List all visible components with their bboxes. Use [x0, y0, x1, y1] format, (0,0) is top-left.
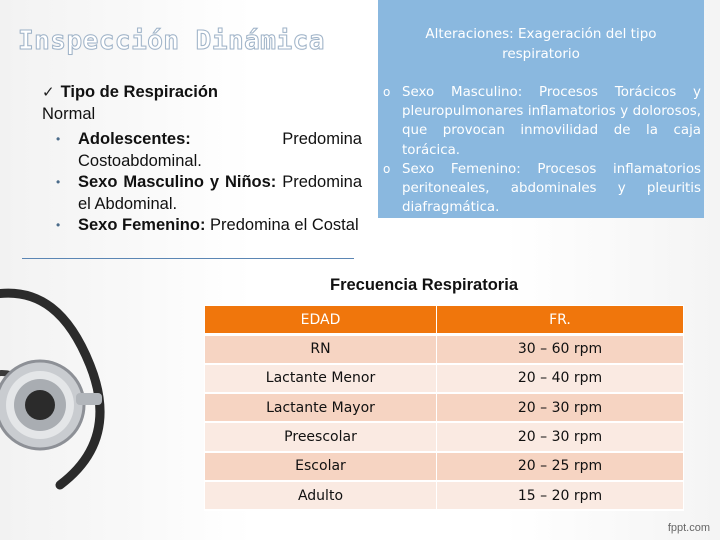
alterations-item: [383, 160, 701, 218]
frequency-table: [204, 305, 684, 511]
alterations-title-line: respiratorio: [502, 46, 580, 62]
alterations-item-text: Sexo Femenino: Procesos inflamatorios peritoneales, abdominales y pleuritis diafragmática.: [402, 161, 701, 216]
age-cell: Adulto: [205, 481, 437, 510]
circle-bullet-icon: o: [383, 161, 391, 176]
bullet-label: Sexo Masculino y Niños:: [78, 173, 277, 191]
circle-bullet-icon: o: [383, 85, 391, 99]
frequency-title: Frecuencia Respiratoria: [330, 276, 518, 294]
table-row: [205, 364, 684, 393]
alterations-item: [383, 83, 701, 160]
normal-breathing-section: [42, 82, 362, 237]
alterations-title: [378, 24, 704, 64]
table-row: [205, 481, 684, 510]
table-row: [205, 422, 684, 451]
table-row: [205, 452, 684, 481]
bullet-item: [42, 172, 362, 215]
divider: [22, 258, 354, 259]
age-cell: Lactante Menor: [205, 364, 437, 393]
bullet-item: [42, 215, 362, 237]
brand-watermark: fppt.com: [667, 522, 710, 534]
bullet-text: Predomina Costoabdominal.: [78, 130, 362, 170]
check-heading: Tipo de Respiración: [60, 83, 218, 101]
checkmark-icon: ✓: [42, 84, 55, 101]
rate-cell: 20 – 40 rpm: [437, 364, 684, 393]
bullet-icon: •: [56, 175, 61, 189]
bullet-icon: •: [56, 218, 61, 232]
check-subheading: Normal: [42, 104, 96, 123]
rate-cell: 15 – 20 rpm: [437, 481, 684, 510]
table-header-row: [205, 306, 684, 335]
age-cell: Preescolar: [205, 422, 437, 451]
bullet-icon: •: [56, 132, 61, 146]
age-cell: Lactante Mayor: [205, 393, 437, 422]
bullet-label: Sexo Femenino:: [78, 216, 206, 234]
rate-cell: 20 – 25 rpm: [437, 452, 684, 481]
stethoscope-icon: [0, 255, 200, 540]
alterations-list: [383, 83, 701, 217]
age-cell: Escolar: [205, 452, 437, 481]
rate-cell: 20 – 30 rpm: [437, 393, 684, 422]
column-header-rate: FR.: [437, 306, 684, 335]
bullet-text: Predomina el Abdominal.: [78, 173, 362, 213]
table-row: [205, 335, 684, 364]
alterations-title-line: Alteraciones: Exageración del tipo: [425, 26, 657, 42]
rate-cell: 30 – 60 rpm: [437, 335, 684, 364]
bullet-item: [42, 129, 362, 172]
age-cell: RN: [205, 335, 437, 364]
bullet-label: Adolescentes:: [78, 130, 191, 148]
column-header-age: EDAD: [205, 306, 437, 335]
bullet-list: [42, 129, 362, 237]
bullet-text: Predomina el Costal: [205, 216, 359, 234]
rate-cell: 20 – 30 rpm: [437, 422, 684, 451]
slide-title: Inspección Dinámica: [18, 26, 325, 56]
alterations-item-text: Sexo Masculino: Procesos Torácicos y pleuropulmonares inflamatorios y dolorosos, que provocan inmovilidad de la caja torácica.: [402, 85, 701, 158]
table-row: [205, 393, 684, 422]
